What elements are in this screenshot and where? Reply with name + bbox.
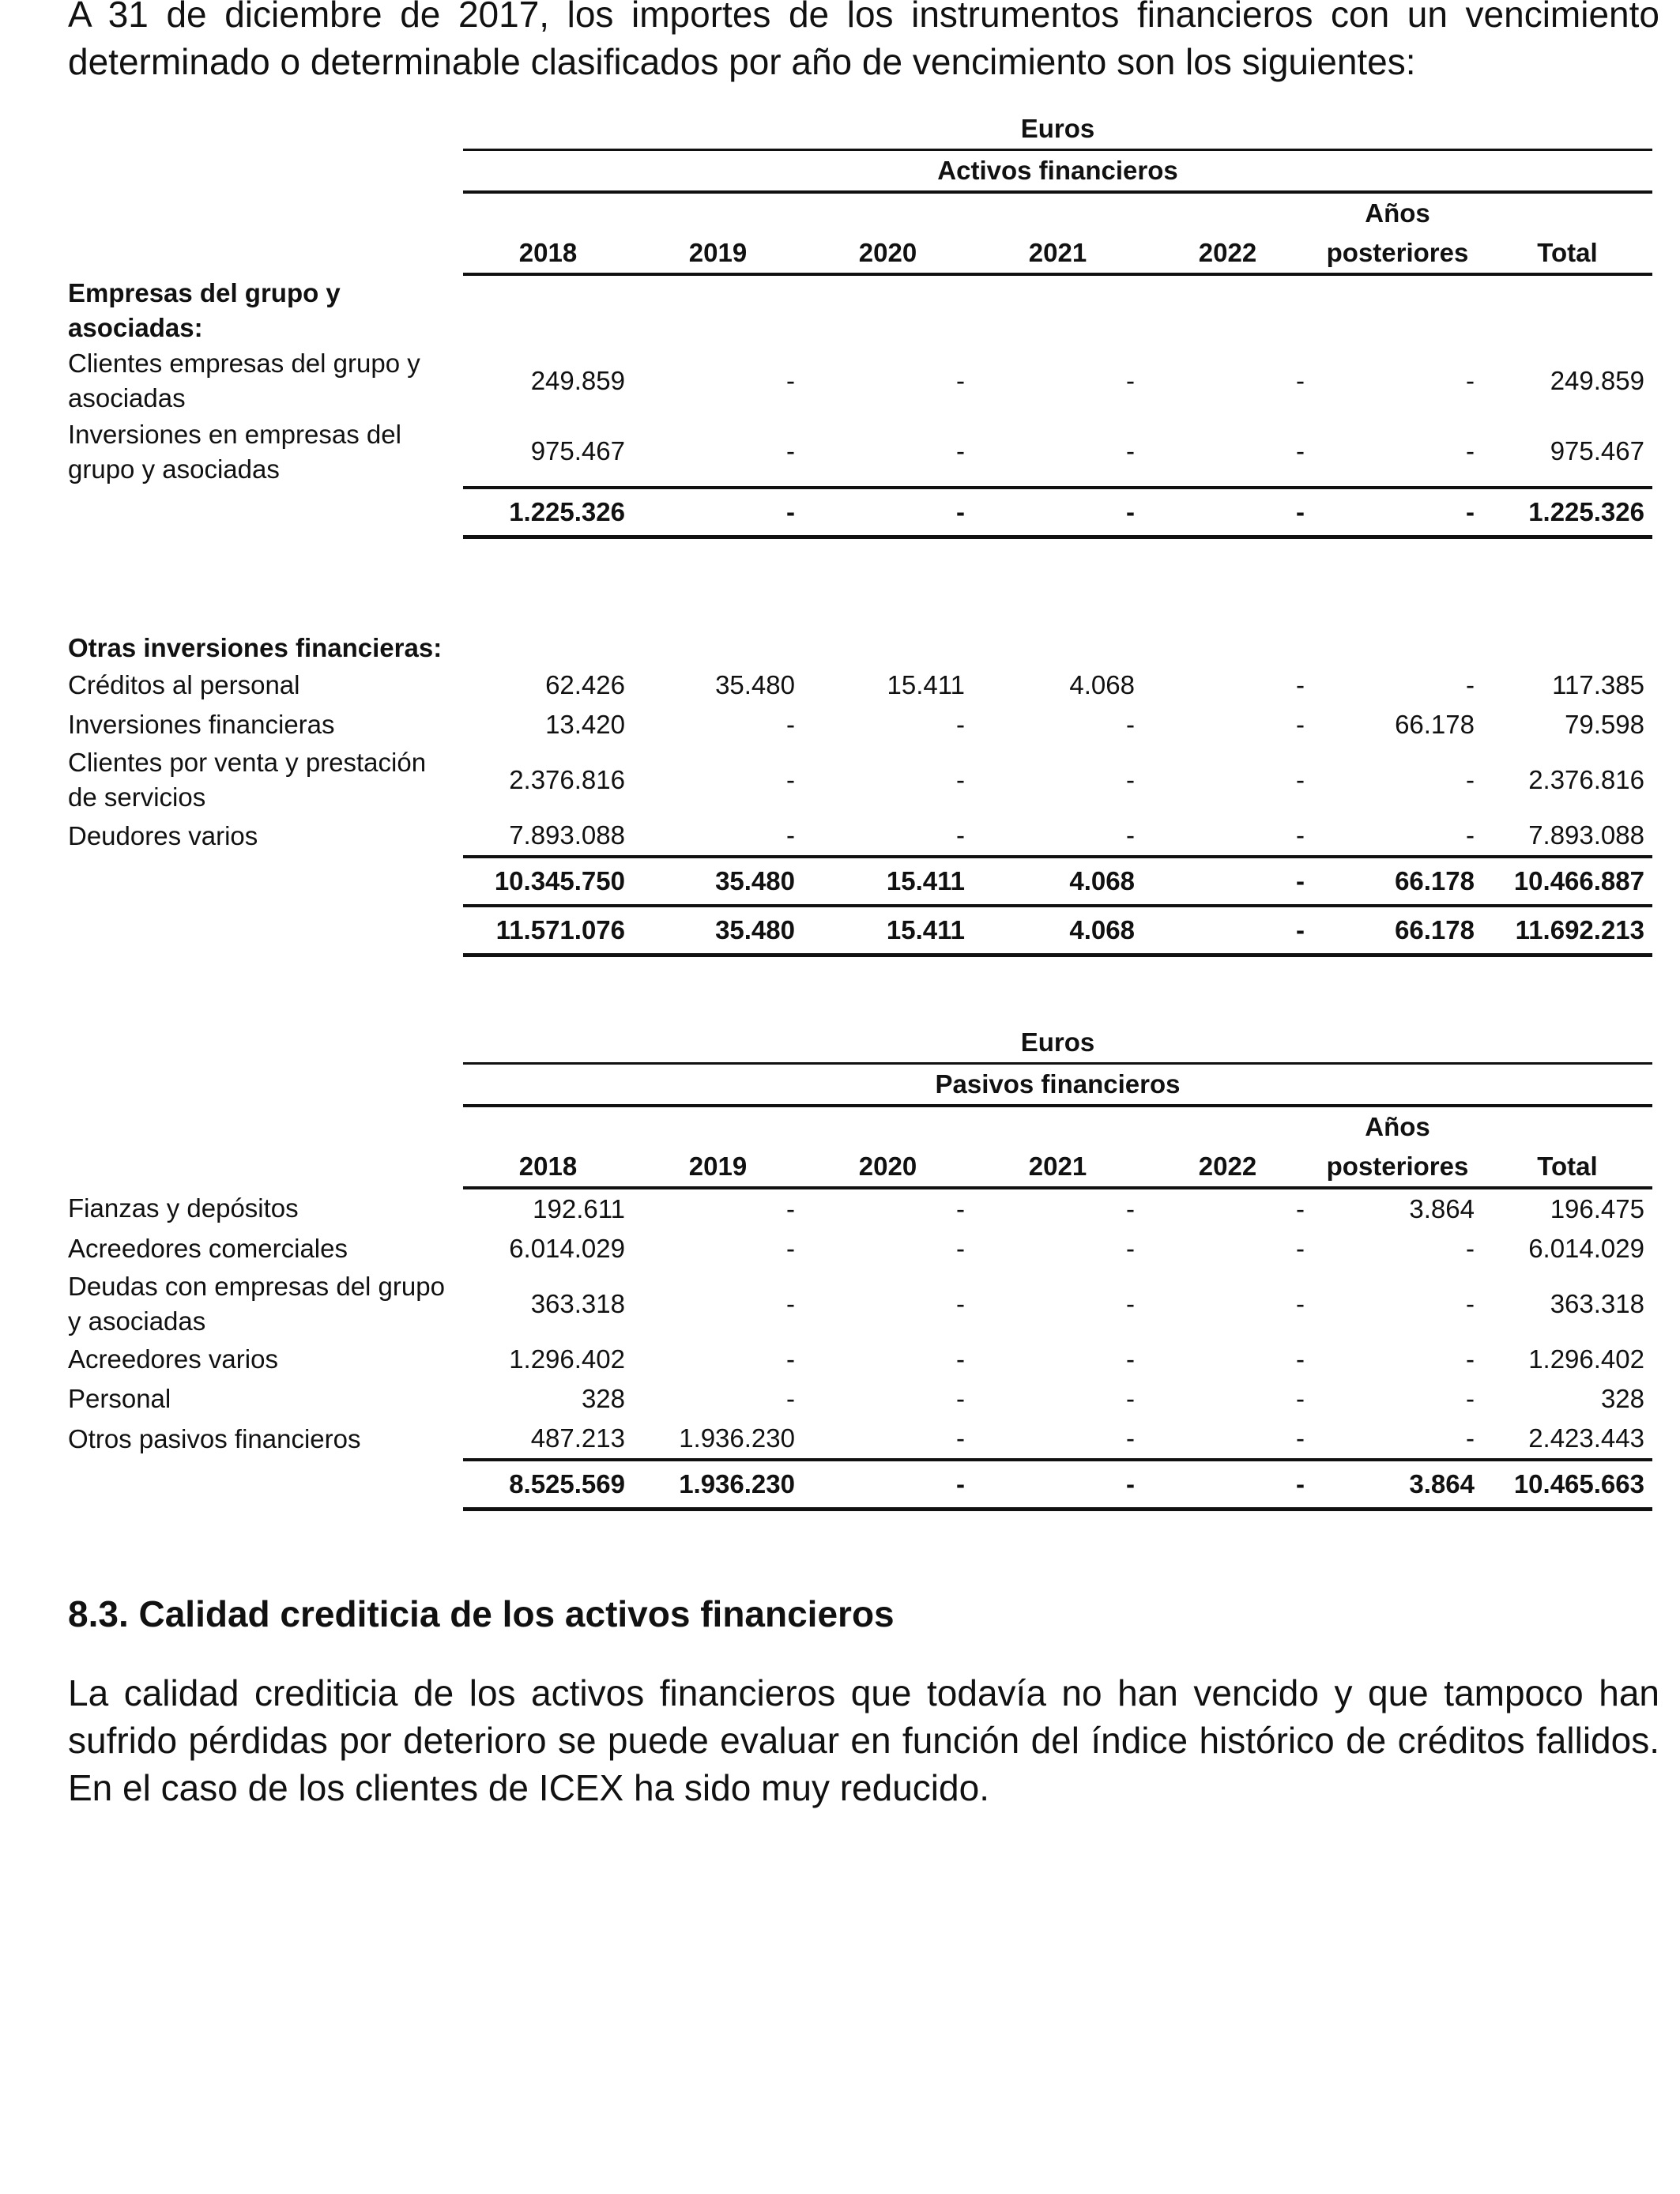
pasivos-col-total: Total xyxy=(1482,1147,1652,1188)
activos-section1-title: Empresas del grupo y asociadas: xyxy=(68,278,341,342)
activos-table xyxy=(68,109,1652,957)
activos-section2-title: Otras inversiones financieras: xyxy=(68,633,443,662)
activos-table-title: Activos financieros xyxy=(463,150,1652,193)
pasivos-table-title: Pasivos financieros xyxy=(463,1064,1652,1106)
pasivos-header-anos: Años xyxy=(1365,1112,1430,1141)
activos-currency-header: Euros xyxy=(463,109,1652,150)
subtotal-row: 1.225.326 - - - - - 1.225.326 xyxy=(68,488,1652,537)
table-row: Personal 328 - - - - - 328 xyxy=(68,1384,1644,1413)
pasivos-col-2021: 2021 xyxy=(973,1147,1143,1188)
pasivos-table xyxy=(68,1023,1652,1511)
activos-header-anos: Años xyxy=(1365,198,1430,228)
section-heading: 8.3. Calidad crediticia de los activos financieros xyxy=(68,1593,895,1634)
pasivos-col-2022: 2022 xyxy=(1143,1147,1313,1188)
pasivos-col-posteriores: posteriores xyxy=(1313,1147,1482,1188)
table-row: Acreedores varios 1.296.402 - - - - - 1.296.402 xyxy=(68,1344,1644,1374)
activos-col-2018: 2018 xyxy=(463,233,633,274)
table-row: Créditos al personal 62.426 35.480 15.411 4.068 - - 117.385 xyxy=(68,670,1644,699)
table-row: Inversiones financieras 13.420 - - - - 66.178 79.598 xyxy=(68,710,1644,739)
intro-paragraph: A 31 de diciembre de 2017, los importes de los instrumentos financieros con un vencimiento determinado o determinable clasificados por año de vencimiento son los siguientes: xyxy=(68,0,1659,82)
table-row: Inversiones en empresas del grupo y asociadas 975.467 - - - - - 975.467 xyxy=(68,420,1644,484)
grand-total-row: 11.571.076 35.480 15.411 4.068 - 66.178 11.692.213 xyxy=(68,906,1652,956)
table-row: Fianzas y depósitos 192.611 - - - - 3.864 196.475 xyxy=(68,1193,1644,1223)
activos-col-2020: 2020 xyxy=(803,233,973,274)
pasivos-col-2019: 2019 xyxy=(633,1147,803,1188)
activos-col-posteriores: posteriores xyxy=(1313,233,1482,274)
pasivos-col-2018: 2018 xyxy=(463,1147,633,1188)
pasivos-currency-header: Euros xyxy=(463,1023,1652,1064)
subtotal-row: 10.345.750 35.480 15.411 4.068 - 66.178 10.466.887 xyxy=(68,857,1652,906)
pasivos-col-2020: 2020 xyxy=(803,1147,973,1188)
activos-col-2019: 2019 xyxy=(633,233,803,274)
table-row: Otros pasivos financieros 487.213 1.936.230 - - - - 2.423.443 xyxy=(68,1423,1644,1453)
table-row: Deudas con empresas del grupo y asociadas 363.318 - - - - - 363.318 xyxy=(68,1272,1644,1336)
table-row: Deudores varios 7.893.088 - - - - - 7.893.088 xyxy=(68,820,1644,850)
total-row: 8.525.569 1.936.230 - - - 3.864 10.465.663 xyxy=(68,1460,1652,1510)
activos-col-2021: 2021 xyxy=(973,233,1143,274)
closing-paragraph: La calidad crediticia de los activos financieros que todavía no han vencido y que tampoco han sufrido pérdidas por deterioro se puede evaluar en función del índice histórico de créditos fallidos. En el caso de los clientes de ICEX ha sido muy reducido. xyxy=(68,1672,1659,1808)
activos-col-total: Total xyxy=(1482,233,1652,274)
table-row: Clientes empresas del grupo y asociadas 249.859 - - - - - 249.859 xyxy=(68,349,1644,413)
activos-col-2022: 2022 xyxy=(1143,233,1313,274)
table-row: Clientes por venta y prestación de servicios 2.376.816 - - - - - 2.376.816 xyxy=(68,748,1644,812)
table-row: Acreedores comerciales 6.014.029 - - - - - 6.014.029 xyxy=(68,1234,1644,1263)
